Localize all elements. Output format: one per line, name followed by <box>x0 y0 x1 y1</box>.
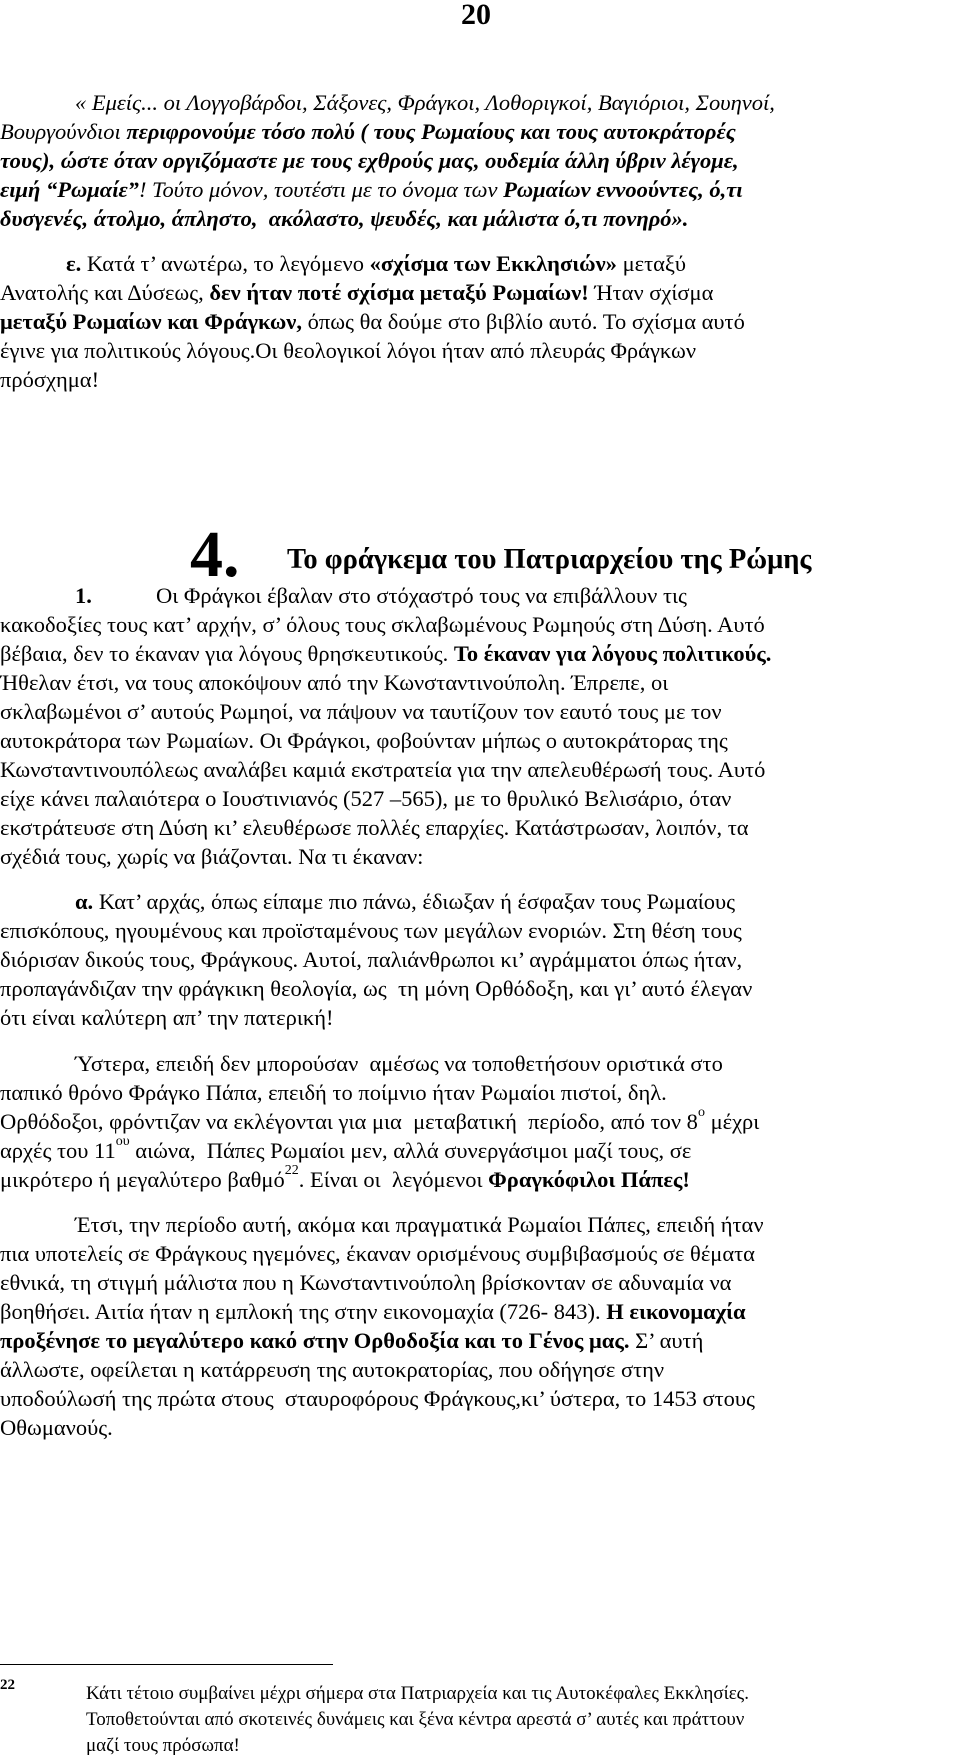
text-line: βοηθήσει. Αιτία ήταν η εμπλοκή της στην εικονομαχία (726- 843). Η εικονομαχία <box>0 1299 746 1324</box>
text-line: ε. Κατά τ’ ανωτέρω, το λεγόμενο «σχίσμα των Εκκλησιών» μεταξύ <box>66 251 687 276</box>
text-line: πια υποτελείς σε Φράγκους ηγεμόνες, έκαναν ορισμένους συμβιβασμούς σε θέματα <box>0 1241 755 1266</box>
text-line: επισκόπους, ηγουμένους και προϊσταμένους των μεγάλων ενοριών. Στη θέση τους <box>0 918 742 943</box>
text-line: σκλαβωμένοι σ’ αυτούς Ρωμηοί, να πάψουν να ταυτίζουν τον εαυτό τους με τον <box>0 699 722 724</box>
text-line: κακοδοξίες τους κατ’ αρχήν, σ’ όλους τους σκλαβωμένους Ρωμηούς στη Δύση. Αυτό <box>0 612 765 637</box>
section-number: 4. <box>190 518 240 591</box>
text-line: Ύστερα, επειδή δεν μπορούσαν αμέσως να τοποθετήσουν οριστικά στο <box>75 1051 723 1076</box>
footnote-line: Τοποθετούνται από σκοτεινές δυνάμεις και ξένα κέντρα αρεστά σ’ αυτές και πράττουν <box>86 1709 745 1730</box>
quote-line: τους), ώστε όταν οργιζόμαστε με τους εχθρούς μας, ουδεμία άλλη ύβριν λέγομε, <box>0 148 739 173</box>
text-line: αρχές του $11^{o\upsilon}$ αιώνα, Πάπες Ρωμαίοι μεν, αλλά συνεργάσιμοι μαζί τους, σε <box>0 1134 692 1163</box>
text-line: Οι Φράγκοι έβαλαν στο στόχαστρό τους να επιβάλλουν τις <box>156 583 687 608</box>
text-line: Ανατολής και Δύσεως, δεν ήταν ποτέ σχίσμα μεταξύ Ρωμαίων! Ήταν σχίσμα <box>0 280 714 305</box>
text-line: προξένησε το μεγαλύτερο κακό στην Ορθοδοξία και το Γένος μας. Σ’ αυτή <box>0 1328 704 1353</box>
text-line: α. Κατ’ αρχάς, όπως είπαμε πιο πάνω, έδιωξαν ή έσφαξαν τους Ρωμαίους <box>75 889 736 914</box>
text-line: πρόσχημα! <box>0 367 100 392</box>
text-line: ότι είναι καλύτερη απ’ την πατερική! <box>0 1005 334 1030</box>
footnote-ref: 22 <box>284 1163 299 1178</box>
page-number: 20 <box>461 0 491 31</box>
text-line: προπαγάνδιζαν την φράγκικη θεολογία, ως τη μόνη Ορθόδοξη, και γι’ αυτό έλεγαν <box>0 976 753 1001</box>
text-line: Κωνσταντινουπόλεως αναλάβει καμιά εκστρατεία για την απελευθέρωσή τους. Αυτό <box>0 757 766 782</box>
text-line: διόρισαν δικούς τους, Φράγκους. Αυτοί, παλιάνθρωποι κι’ αγράμματοι όπως ήταν, <box>0 947 743 972</box>
text-line: είχε κάνει παλαιότερα ο Ιουστινιανός (527 –565), με το θρυλικό Βελισάριο, όταν <box>0 786 732 811</box>
text-line: υποδούλωσή της πρώτα στους σταυροφόρους Φράγκους,κι’ ύστερα, το 1453 στους <box>0 1386 755 1411</box>
footnote-rule <box>0 1664 333 1665</box>
quote-line: Βουργούνδιοι περιφρονούμε τόσο πολύ ( τους Ρωμαίους και τους αυτοκράτορές <box>0 119 736 144</box>
text-line: παπικό θρόνο Φράγκο Πάπα, επειδή το ποίμνιο ήταν Ρωμαίοι πιστοί, δηλ. <box>0 1080 667 1105</box>
text-line: εκστράτευσε στη Δύση κι’ ελευθέρωσε πολλές επαρχίες. Κατάστρωσαν, λοιπόν, τα <box>0 815 749 840</box>
quote-line: « Εμείς... οι Λογγοβάρδοι, Σάξονες, Φράγκοι, Λοθοριγκοί, Βαγιόριοι, Σουηνοί, <box>75 90 775 115</box>
paragraph-label: 1. <box>75 583 92 608</box>
section-title: Το φράγκεμα του Πατριαρχείου της Ρώμης <box>287 544 812 575</box>
text-line: Ήθελαν έτσι, να τους αποκόψουν από την Κωνσταντινούπολη. Έπρεπε, οι <box>0 670 669 695</box>
text-line: σχέδιά τους, χωρίς να βιάζονται. Να τι έκαναν: <box>0 844 424 869</box>
quote-line: δυσγενές, άτολμο, άπληστο, ακόλαστο, ψευδές, και μάλιστα ό,τι πονηρό». <box>0 206 689 231</box>
text-line: έγινε για πολιτικούς λόγους.Οι θεολογικοί λόγοι ήταν από πλευράς Φράγκων <box>0 338 697 363</box>
text-line: μικρότερο ή μεγαλύτερο βαθμό$^{22}$. Είναι οι λεγόμενοι Φραγκόφιλοι Πάπες! <box>0 1163 690 1192</box>
footnote-line: μαζί τους πρόσωπα! <box>86 1735 240 1756</box>
text-line: βέβαια, δεν το έκαναν για λόγους θρησκευτικούς. Το έκαναν για λόγους πολιτικούς. <box>0 641 772 666</box>
quote-line: ειμή “Ρωμαίε”! Τούτο μόνον, τουτέστι με το όνομα των Ρωμαίων εννοούντες, ό,τι <box>0 177 743 202</box>
text-line: άλλωστε, οφείλεται η κατάρρευση της αυτοκρατορίας, που οδήγησε στην <box>0 1357 665 1382</box>
footnote-number: 22 <box>0 1677 15 1693</box>
footnote-line: Κάτι τέτοιο συμβαίνει μέχρι σήμερα στα Πατριαρχεία και τις Αυτοκέφαλες Εκκλησίες. <box>86 1683 749 1704</box>
text-line: Οθωμανούς. <box>0 1415 113 1440</box>
text-line: εθνικά, τη στιγμή μάλιστα που η Κωνσταντινούπολη βρίσκονταν σε αδυναμία να <box>0 1270 732 1295</box>
text-line: μεταξύ Ρωμαίων και Φράγκων, όπως θα δούμε στο βιβλίο αυτό. Το σχίσμα αυτό <box>0 309 745 334</box>
text-line: αυτοκράτορα των Ρωμαίων. Οι Φράγκοι, φοβούνταν μήπως ο αυτοκράτορας της <box>0 728 728 753</box>
text-line: Ορθόδοξοι, φρόντιζαν να εκλέγονται για μια μεταβατική περίοδο, από τον $8^o$ μέχρι <box>0 1105 760 1134</box>
text-line: Έτσι, την περίοδο αυτή, ακόμα και πραγματικά Ρωμαίοι Πάπες, επειδή ήταν <box>75 1212 764 1237</box>
